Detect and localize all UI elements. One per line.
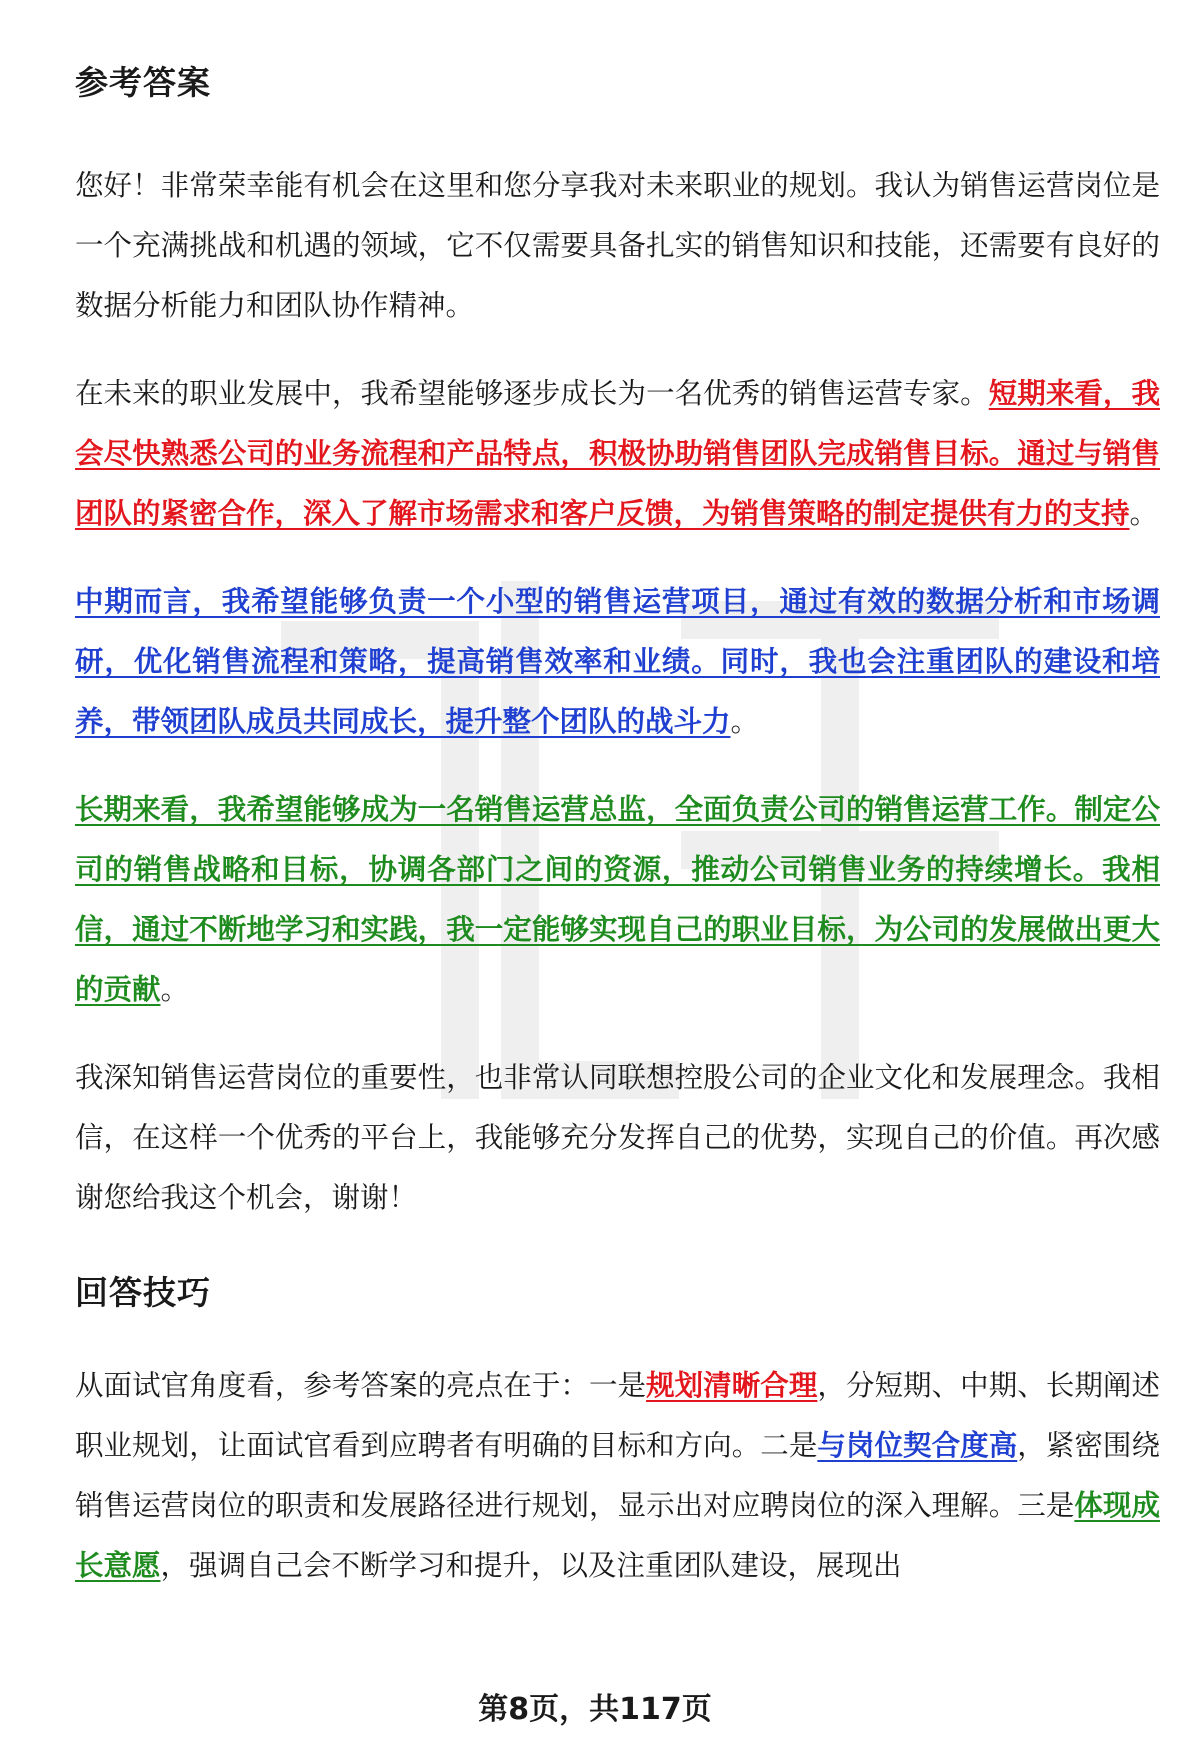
section-title-answer-tips: 回答技巧 — [75, 1273, 211, 1312]
tips-text-4: ，强调自己会不断学习和提升，以及注重团队建设，展现出 — [160, 1549, 902, 1582]
paragraph-end: 。 — [730, 705, 760, 738]
answer-paragraph-closing: 我深知销售运营岗位的重要性，也非常认同联想控股公司的企业文化和发展理念。我相信，在这样一个优秀的平台上，我能够充分发挥自己的优势，实现自己的价值。再次感谢您给我这个机会，谢谢！ — [75, 1061, 1160, 1214]
highlight-mid-term: 中期而言，我希望能够负责一个小型的销售运营项目，通过有效的数据分析和市场调研，优化销售流程和策略，提高销售效率和业绩。同时，我也会注重团队的建设和培养，带领团队成员共同成长，提升整个团队的战斗力 — [75, 585, 1160, 738]
answer-paragraph-short-term — [75, 364, 1160, 544]
paragraph-text: 在未来的职业发展中，我希望能够逐步成长为一名优秀的销售运营专家。 — [75, 377, 989, 410]
section-title-reference-answer: 参考答案 — [75, 63, 211, 102]
tips-text-2: ，分短期、中期、长期阐述职业规划，让面试官看到应聘者有明确的目标和方向。二是 — [75, 1369, 1160, 1462]
tips-text-3: ，紧密围绕销售运营岗位的职责和发展路径进行规划，显示出对应聘岗位的深入理解。三是 — [75, 1429, 1160, 1522]
document-page — [75, 58, 1160, 1596]
tips-paragraph — [75, 1356, 1160, 1596]
highlight-short-term: 短期来看，我会尽快熟悉公司的业务流程和产品特点，积极协助销售团队完成销售目标。通过与销售团队的紧密合作，深入了解市场需求和客户反馈，为销售策略的制定提供有力的支持 — [75, 377, 1160, 530]
answer-paragraph-mid-term — [75, 572, 1160, 752]
paragraph-end: 。 — [160, 973, 190, 1006]
highlight-long-term: 长期来看，我希望能够成为一名销售运营总监，全面负责公司的销售运营工作。制定公司的销售战略和目标，协调各部门之间的资源，推动公司销售业务的持续增长。我相信，通过不断地学习和实践，我一定能够实现自己的职业目标，为公司的发展做出更大的贡献 — [75, 793, 1160, 1006]
tips-text-1: 从面试官角度看，参考答案的亮点在于：一是 — [75, 1369, 647, 1402]
answer-paragraph-long-term — [75, 780, 1160, 1020]
tips-highlight-2: 与岗位契合度高 — [817, 1429, 1018, 1462]
page-number-footer: 第8页，共117页 — [478, 1692, 712, 1727]
answer-paragraph-intro: 您好！非常荣幸能有机会在这里和您分享我对未来职业的规划。我认为销售运营岗位是一个充满挑战和机遇的领域，它不仅需要具备扎实的销售知识和技能，还需要有良好的数据分析能力和团队协作精神。 — [75, 169, 1160, 322]
tips-highlight-1: 规划清晰合理 — [646, 1369, 818, 1402]
tips-highlight-3: 体现成长意愿 — [75, 1489, 1160, 1582]
paragraph-end: 。 — [1129, 497, 1159, 530]
